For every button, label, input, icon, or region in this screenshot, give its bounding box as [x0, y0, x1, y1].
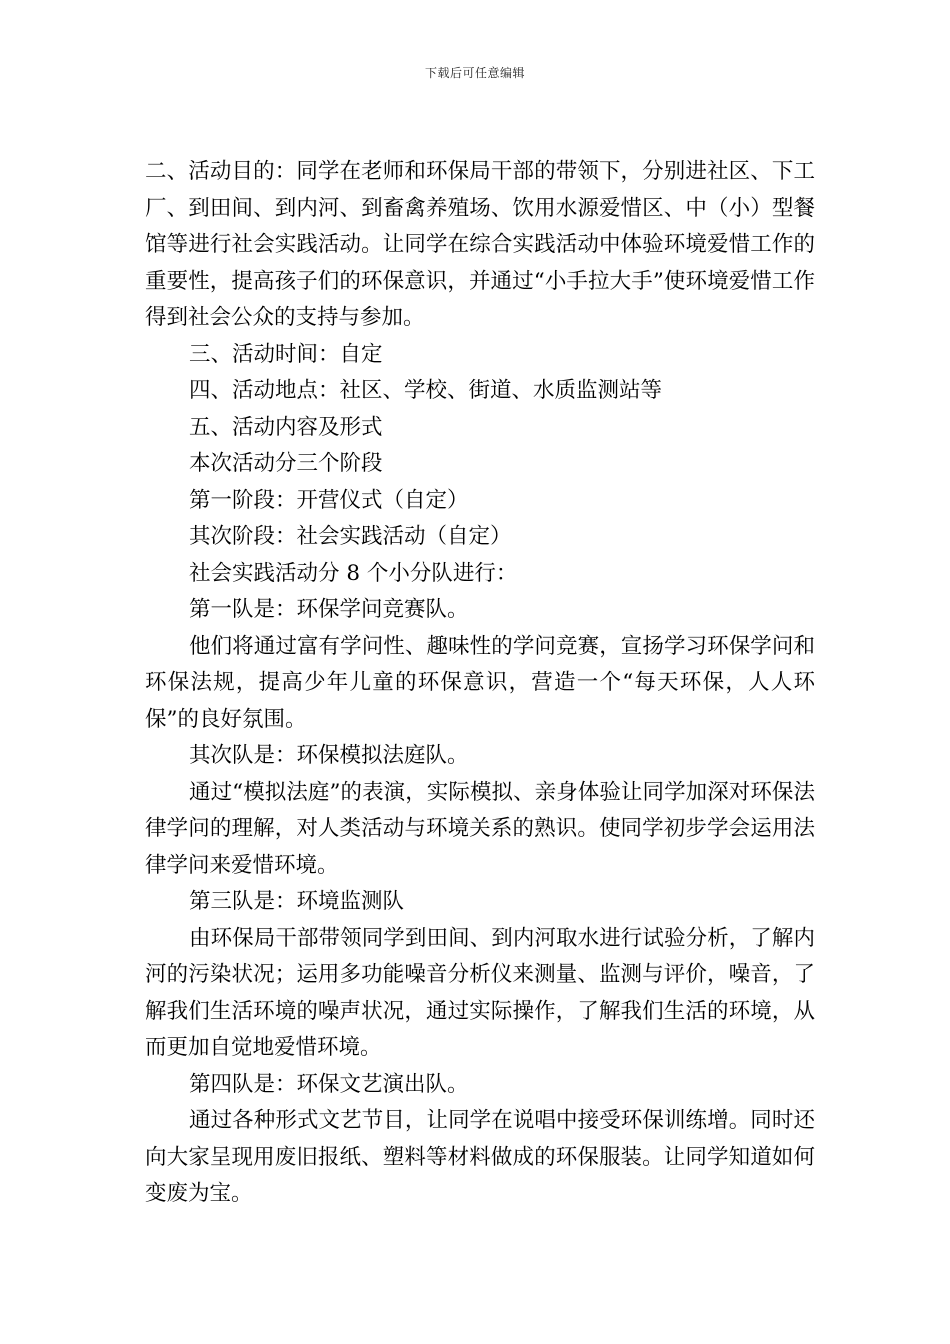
paragraph-team-one-desc: 他们将通过富有学问性、趣味性的学问竞赛，宣扬学习环保学问和环保法规，提高少年儿童的环保意识，营造一个“每天环保，人人环保”的良好氛围。	[145, 633, 815, 732]
paragraph-teams-intro: 社会实践活动分 8 个小分队进行：	[189, 560, 518, 586]
paragraph-team-two-desc: 通过“模拟法庭”的表演，实际模拟、亲身体验让同学加深对环保法律学问的理解，对人类活动与环境关系的熟识。使同学初步学会运用法律学问来爱惜环境。	[145, 779, 815, 878]
paragraph-purpose: 二、活动目的：同学在老师和环保局干部的带领下，分别进社区、下工厂、到田间、到内河、到畜禽养殖场、饮用水源爱惜区、中（小）型餐馆等进行社会实践活动。让同学在综合实践活动中体验环境爱惜工作的重要性，提高孩子们的环保意识，并通过“小手拉大手”使环境爱惜工作得到社会公众的支持与参加。	[145, 159, 815, 330]
paragraph-content-heading: 五、活动内容及形式	[189, 414, 383, 440]
paragraph-team-three-title: 第三队是：环境监测队	[189, 889, 405, 914]
paragraph-team-four-title: 第四队是：环保文艺演出队。	[189, 1071, 469, 1097]
paragraph-stages: 本次活动分三个阶段	[189, 451, 383, 476]
paragraph-team-one-title: 第一队是：环保学问竞赛队。	[189, 597, 469, 622]
paragraph-location: 四、活动地点：社区、学校、街道、水质监测站等	[189, 378, 663, 403]
paragraph-stage-two: 其次阶段：社会实践活动（自定）	[189, 524, 512, 549]
document-body	[145, 154, 815, 1213]
paragraph-team-three-desc: 由环保局干部带领同学到田间、到内河取水进行试验分析，了解内河的污染状况；运用多功能噪音分析仪来测量、监测与评价，噪音，了解我们生活环境的噪声状况，通过实际操作，了解我们生活的环境，从而更加自觉地爱惜环境。	[145, 925, 815, 1060]
paragraph-team-two-title: 其次队是：环保模拟法庭队。	[189, 743, 469, 768]
paragraph-stage-one: 第一阶段：开营仪式（自定）	[189, 487, 469, 513]
paragraph-time: 三、活动时间：自定	[189, 341, 383, 367]
paragraph-team-four-desc: 通过各种形式文艺节目，让同学在说唱中接受环保训练增。同时还向大家呈现用废旧报纸、塑料等材料做成的环保服装。让同学知道如何变废为宝。	[145, 1108, 815, 1206]
header-note: 下载后可任意编辑	[424, 66, 525, 80]
